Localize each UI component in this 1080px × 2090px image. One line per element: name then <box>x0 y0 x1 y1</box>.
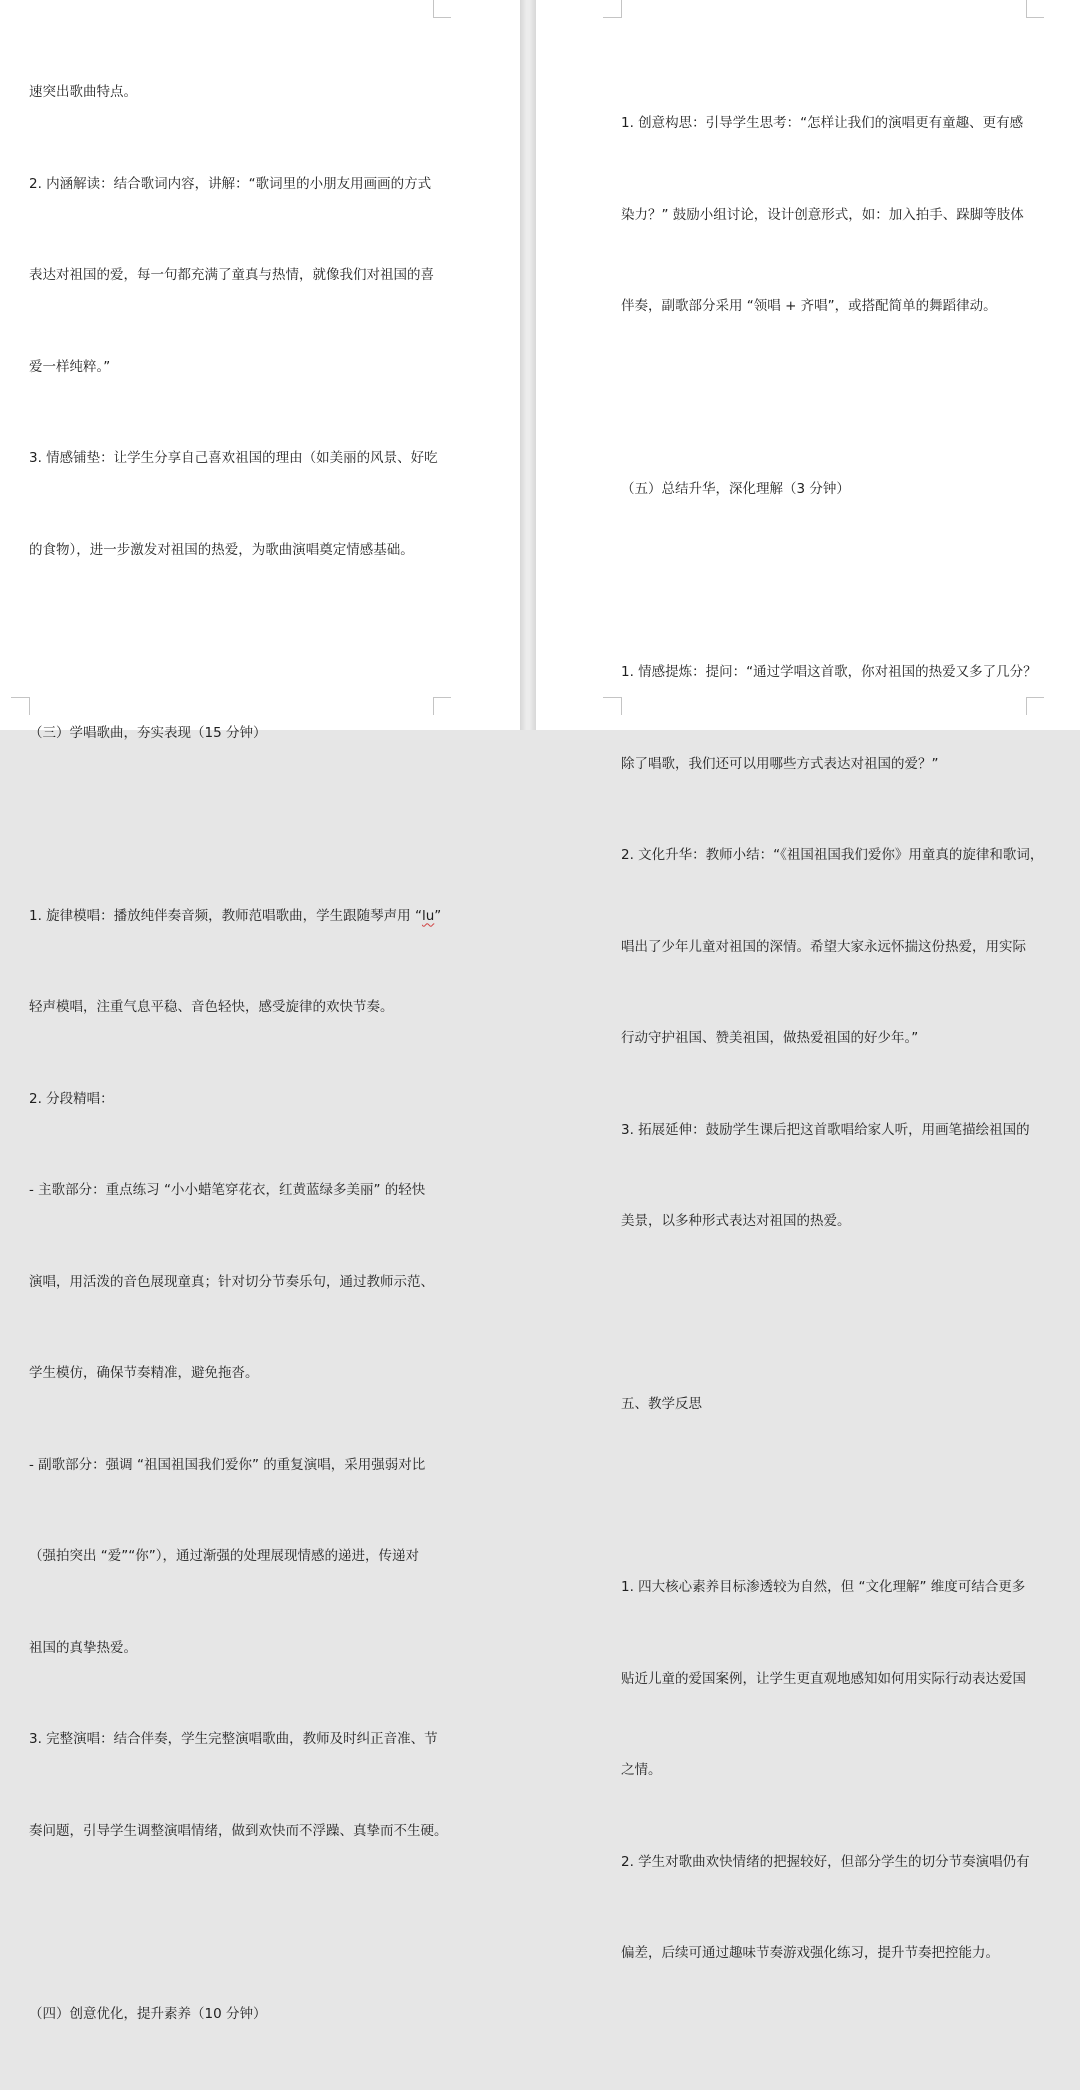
text-line: 速突出歌曲特点。 <box>29 84 137 100</box>
text-line: 表达对祖国的爱，每一句都充满了童真与热情，就像我们对祖国的喜 <box>29 267 434 283</box>
text-line: 学生模仿，确保节奏精准，避免拖沓。 <box>29 1365 259 1381</box>
page-gutter <box>520 0 536 730</box>
blank-line <box>621 383 1043 414</box>
crop-mark <box>1026 17 1044 18</box>
section-heading: 五、教学反思 <box>621 1396 702 1412</box>
crop-mark <box>603 17 621 18</box>
text-line: 1. 四大核心素养目标渗透较为自然，但 “文化理解” 维度可结合更多 <box>621 1579 1026 1595</box>
text-segment: ” <box>434 907 442 924</box>
section-heading: （五）总结升华，深化理解（3 分钟） <box>621 481 850 497</box>
text-line: 美景，以多种形式表达对祖国的热爱。 <box>621 1213 851 1229</box>
crop-mark <box>1026 0 1027 18</box>
right-page-text <box>621 47 1043 2030</box>
blank-line <box>29 809 448 840</box>
text-line: 偏差，后续可通过趣味节奏游戏强化练习，提升节奏把控能力。 <box>621 1945 999 1961</box>
crop-mark <box>621 697 622 715</box>
text-line: 祖国的真挚热爱。 <box>29 1639 137 1656</box>
text-line: 1. 创意构思：引导学生思考：“怎样让我们的演唱更有童趣、更有感 <box>621 115 1024 131</box>
text-line: 行动守护祖国、赞美祖国，做热爱祖国的好少年。” <box>621 1030 919 1046</box>
text-line: 奏问题，引导学生调整演唱情绪，做到欢快而不浮躁、真挚而不生硬。 <box>29 1822 448 1839</box>
blank-line <box>29 1907 448 1938</box>
text-line: 伴奏，副歌部分采用 “领唱 + 齐唱”，或搭配简单的舞蹈律动。 <box>621 298 997 314</box>
text-segment: 1. 旋律模唱：播放纯伴奏音频，教师范唱歌曲，学生跟随琴声用 “ <box>29 907 422 924</box>
crop-mark <box>1026 697 1044 698</box>
blank-line <box>621 1298 1043 1329</box>
text-line: 2. 内涵解读：结合歌词内容，讲解：“歌词里的小朋友用画画的方式 <box>29 175 432 192</box>
text-line: 3. 完整演唱：结合伴奏，学生完整演唱歌曲，教师及时纠正音准、节 <box>29 1731 438 1747</box>
text-line: （强拍突出 “爱”“你”），通过渐强的处理展现情感的递进，传递对 <box>29 1548 420 1564</box>
text-line: 2. 分段精唱： <box>29 1090 114 1107</box>
left-page <box>0 0 520 2022</box>
spellcheck-word[interactable]: lu <box>421 907 435 924</box>
blank-line <box>29 626 448 657</box>
text-line: 演唱，用活泼的音色展现童真；针对切分节奏乐句，通过教师示范、 <box>29 1273 434 1290</box>
text-line: 的食物），进一步激发对祖国的热爱，为歌曲演唱奠定情感基础。 <box>29 541 414 558</box>
blank-line <box>621 566 1043 597</box>
text-line: - 副歌部分：强调 “祖国祖国我们爱你” 的重复演唱，采用强弱对比 <box>29 1456 426 1473</box>
crop-mark <box>603 697 621 698</box>
section-heading: （四）创意优化，提升素养（10 分钟） <box>29 2005 267 2022</box>
text-line: 除了唱歌，我们还可以用哪些方式表达对祖国的爱？” <box>621 755 939 772</box>
section-heading: （三）学唱歌曲，夯实表现（15 分钟） <box>29 724 267 741</box>
crop-mark <box>433 0 434 18</box>
crop-mark <box>11 697 29 698</box>
text-line: 爱一样纯粹。” <box>29 358 111 375</box>
crop-mark <box>433 697 434 715</box>
text-line: 唱出了少年儿童对祖国的深情。希望大家永远怀揣这份热爱，用实际 <box>621 938 1026 955</box>
text-line: 之情。 <box>621 1762 662 1778</box>
right-page <box>536 0 1080 1961</box>
crop-mark <box>433 17 451 18</box>
left-page-text <box>29 16 448 2090</box>
text-line: 1. 情感提炼：提问：“通过学唱这首歌，你对祖国的热爱又多了几分？ <box>621 664 1037 680</box>
text-line: 染力？” 鼓励小组讨论，设计创意形式，如：加入拍手、跺脚等肢体 <box>621 206 1024 223</box>
crop-mark <box>433 697 451 698</box>
crop-mark <box>1026 697 1027 715</box>
text-line: 3. 情感铺垫：让学生分享自己喜欢祖国的理由（如美丽的风景、好吃 <box>29 450 438 466</box>
crop-mark <box>621 0 622 18</box>
crop-mark <box>29 697 30 715</box>
text-line: - 主歌部分：重点练习 “小小蜡笔穿花衣，红黄蓝绿多美丽” 的轻快 <box>29 1182 426 1198</box>
text-line: 2. 文化升华：教师小结：“《祖国祖国我们爱你》用童真的旋律和歌词， <box>621 847 1044 863</box>
text-line <box>29 901 448 932</box>
text-line: 贴近儿童的爱国案例，让学生更直观地感知如何用实际行动表达爱国 <box>621 1670 1026 1687</box>
text-line: 轻声模唱，注重气息平稳、音色轻快，感受旋律的欢快节奏。 <box>29 999 394 1015</box>
text-line: 3. 拓展延伸：鼓励学生课后把这首歌唱给家人听，用画笔描绘祖国的 <box>621 1121 1030 1138</box>
text-line: 2. 学生对歌曲欢快情绪的把握较好，但部分学生的切分节奏演唱仍有 <box>621 1853 1030 1870</box>
blank-line <box>621 1481 1043 1512</box>
